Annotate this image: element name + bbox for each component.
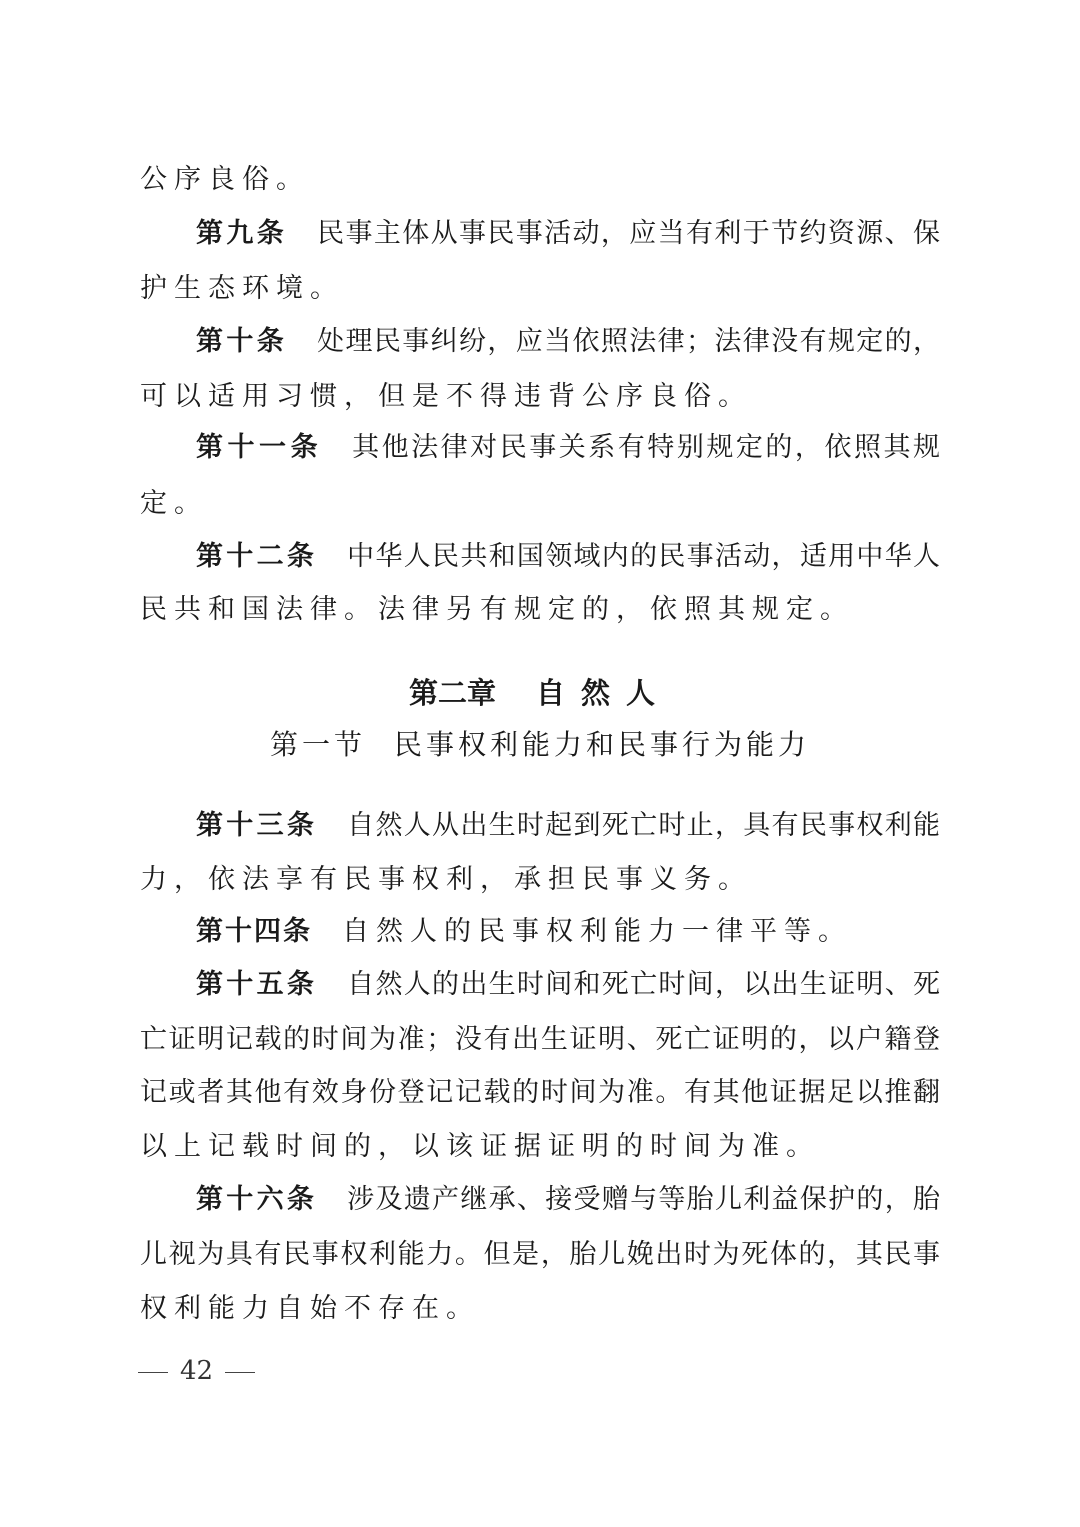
article-13-continuation: 力，依法享有民事权利，承担民事义务。 — [140, 864, 752, 895]
section-heading — [0, 724, 1080, 766]
article-15-continuation: 记或者其他有效身份登记记载的时间为准。有其他证据足以推翻 — [140, 1077, 940, 1108]
article-15-continuation: 以上记载时间的，以该证据证明的时间为准。 — [140, 1131, 820, 1162]
article-text: 自然人的出生时间和死亡时间，以出生证明、死 — [347, 969, 941, 1000]
section-number: 第一节 — [269, 728, 366, 761]
article-text: 自然人的民事权利能力一律平等。 — [342, 916, 852, 947]
dash-right — [225, 1372, 255, 1373]
article-label: 第十二条 — [196, 541, 318, 572]
article-label: 第十四条 — [196, 916, 312, 947]
article-label: 第十六条 — [196, 1184, 318, 1215]
article-label: 第十条 — [196, 326, 288, 357]
article-13 — [196, 806, 940, 846]
article-9 — [196, 214, 940, 254]
article-9-continuation: 护生态环境。 — [140, 273, 344, 304]
article-15 — [196, 965, 940, 1005]
chapter-title: 自然人 — [536, 676, 672, 710]
article-text: 其他法律对民事关系有特别规定的，依照其规 — [352, 432, 941, 463]
chapter-heading — [0, 672, 1080, 714]
dash-left — [138, 1372, 168, 1373]
article-text: 民事主体从事民事活动，应当有利于节约资源、保 — [317, 218, 940, 249]
article-label: 第九条 — [196, 218, 288, 249]
article-label: 第十三条 — [196, 810, 318, 841]
article-10-continuation: 可以适用习惯，但是不得违背公序良俗。 — [140, 381, 752, 412]
article-15-continuation: 亡证明记载的时间为准；没有出生证明、死亡证明的，以户籍登 — [140, 1024, 940, 1055]
article-label: 第十一条 — [196, 432, 323, 463]
article-11 — [196, 428, 940, 468]
article-10 — [196, 322, 940, 362]
article-14 — [196, 912, 940, 952]
article-label: 第十五条 — [196, 969, 318, 1000]
article-text: 中华人民共和国领域内的民事活动，适用中华人 — [347, 541, 941, 572]
article-16 — [196, 1180, 940, 1220]
article-text: 涉及遗产继承、接受赠与等胎儿利益保护的，胎 — [347, 1184, 941, 1215]
chapter-number: 第二章 — [408, 676, 496, 710]
article-11-continuation: 定。 — [140, 488, 208, 519]
article-text: 处理民事纠纷，应当依照法律；法律没有规定的， — [317, 326, 940, 357]
page-number-value: 42 — [180, 1356, 214, 1386]
article-text: 自然人从出生时起到死亡时止，具有民事权利能 — [347, 810, 941, 841]
page-number — [138, 1354, 255, 1388]
paragraph-continuation: 公序良俗。 — [140, 164, 310, 195]
article-12-continuation: 民共和国法律。法律另有规定的，依照其规定。 — [140, 594, 854, 625]
article-16-continuation: 儿视为具有民事权利能力。但是，胎儿娩出时为死体的，其民事 — [140, 1239, 940, 1270]
article-16-continuation: 权利能力自始不存在。 — [140, 1293, 480, 1324]
section-title: 民事权利能力和民事行为能力 — [394, 728, 811, 761]
article-12 — [196, 537, 940, 577]
